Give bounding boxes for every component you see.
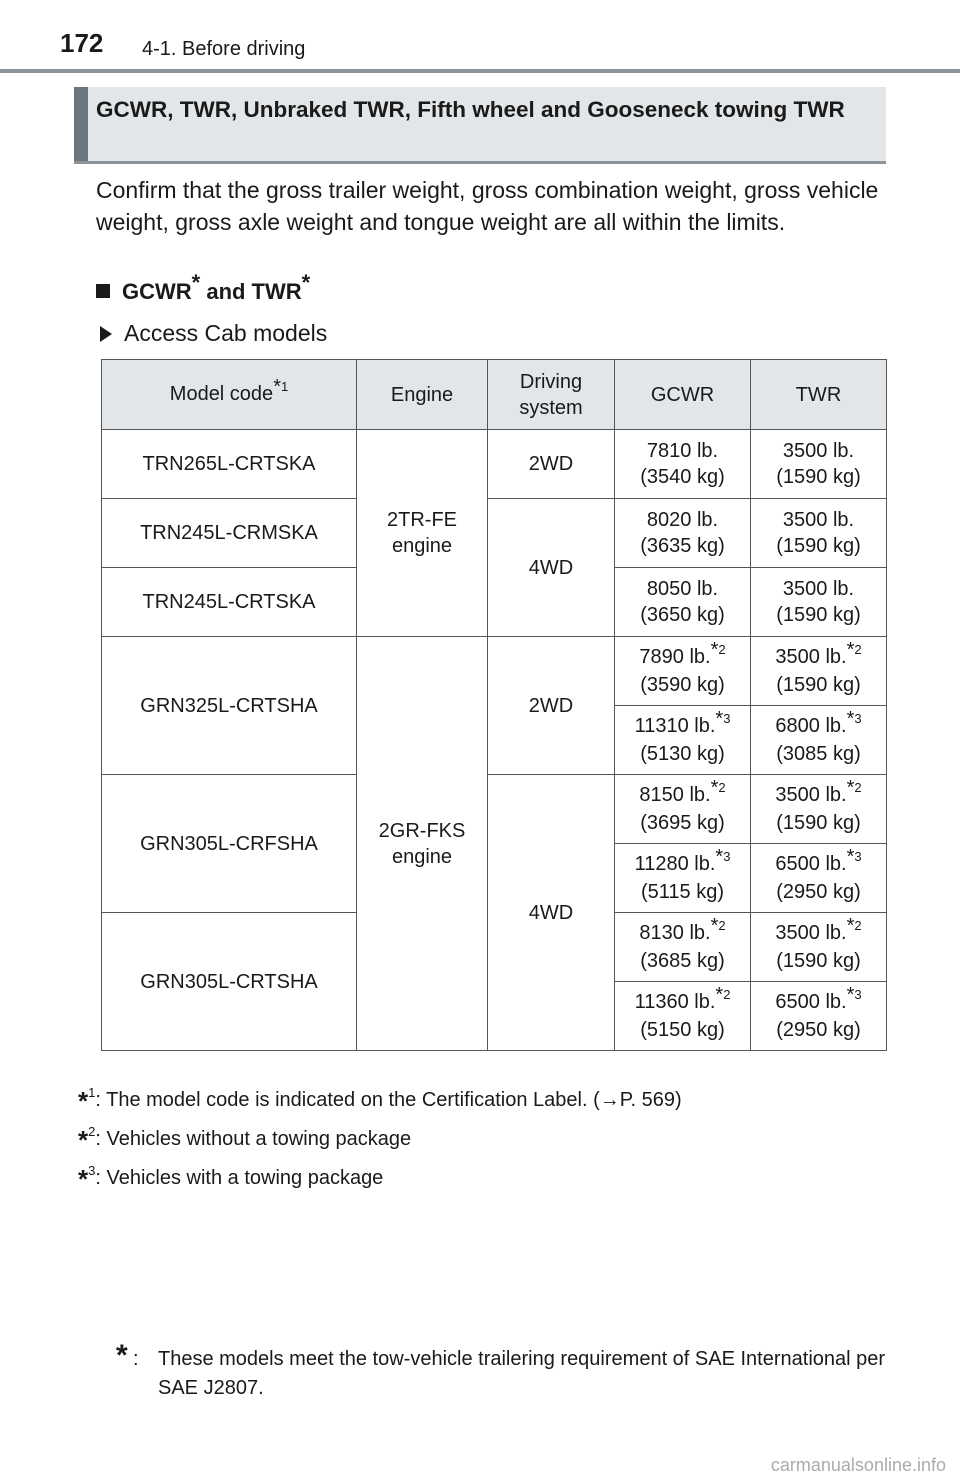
- towing-capacity-table: [101, 359, 887, 1051]
- twr-cell: 3500 lb.*$^2$ (1590 kg): [751, 637, 887, 706]
- note-3: *$^3$: Vehicles with a towing package: [78, 1163, 384, 1194]
- subheading: [96, 270, 311, 305]
- star-mark: *: [191, 270, 201, 295]
- gcwr-cell: 8020 lb. (3635 kg): [615, 499, 751, 568]
- triangle-bullet-icon: [100, 326, 112, 342]
- gcwr-cell: 8150 lb.*$^2$ (3695 kg): [615, 775, 751, 844]
- model-code-cell: GRN305L-CRFSHA: [102, 775, 357, 913]
- footnote-colon: :: [133, 1348, 139, 1370]
- model-code-cell: GRN325L-CRTSHA: [102, 637, 357, 775]
- engine-cell: 2GR-FKS engine: [357, 637, 488, 1051]
- gcwr-cell: 7810 lb. (3540 kg): [615, 430, 751, 499]
- gcwr-cell: 8130 lb.*$^2$ (3685 kg): [615, 913, 751, 982]
- sae-footnote: [116, 1339, 886, 1403]
- table-row: [102, 775, 887, 844]
- note-2: *$^2$: Vehicles without a towing package: [78, 1124, 412, 1155]
- subheading-part2: and TWR: [200, 279, 302, 304]
- header-twr: TWR: [751, 360, 887, 430]
- table-notes: [78, 1080, 682, 1197]
- drive-cell: 4WD: [488, 499, 615, 637]
- table-row: [102, 637, 887, 706]
- table-header-row: [102, 360, 887, 430]
- twr-cell: 6800 lb.*$^3$ (3085 kg): [751, 706, 887, 775]
- model-code-cell: TRN245L-CRMSKA: [102, 499, 357, 568]
- model-code-cell: TRN265L-CRTSKA: [102, 430, 357, 499]
- twr-cell: 3500 lb.*$^2$ (1590 kg): [751, 913, 887, 982]
- section-title: GCWR, TWR, Unbraked TWR, Fifth wheel and Gooseneck towing TWR: [74, 87, 886, 163]
- header-model-code: Model code*$^1$: [102, 360, 357, 430]
- running-head: 4-1. Before driving: [142, 38, 306, 60]
- section-title-rule: [74, 161, 886, 164]
- drive-cell: 2WD: [488, 430, 615, 499]
- twr-cell: 6500 lb.*$^3$ (2950 kg): [751, 844, 887, 913]
- drive-cell: 2WD: [488, 637, 615, 775]
- subheading-part1: GCWR: [122, 279, 192, 304]
- twr-cell: 6500 lb.*$^3$ (2950 kg): [751, 982, 887, 1051]
- footnote-star: *: [116, 1339, 128, 1372]
- twr-cell: 3500 lb.*$^2$ (1590 kg): [751, 775, 887, 844]
- note-1: *$^1$: The model code is indicated on the Certification Label. (→P. 569): [78, 1085, 682, 1116]
- twr-cell: 3500 lb. (1590 kg): [751, 430, 887, 499]
- gcwr-cell: 8050 lb. (3650 kg): [615, 568, 751, 637]
- gcwr-cell: 11280 lb.*$^3$ (5115 kg): [615, 844, 751, 913]
- models-label: [100, 320, 327, 347]
- gcwr-cell: 7890 lb.*$^2$ (3590 kg): [615, 637, 751, 706]
- table-row: [102, 499, 887, 568]
- gcwr-cell: 11310 lb.*$^3$ (5130 kg): [615, 706, 751, 775]
- model-code-cell: GRN305L-CRTSHA: [102, 913, 357, 1051]
- footnote-text: These models meet the tow-vehicle trailering requirement of SAE International per SAE J2807.: [158, 1348, 886, 1399]
- watermark: carmanualsonline.info: [770, 1455, 946, 1475]
- gcwr-cell: 11360 lb.*$^2$ (5150 kg): [615, 982, 751, 1051]
- model-code-cell: TRN245L-CRTSKA: [102, 568, 357, 637]
- models-label-text: Access Cab models: [124, 320, 328, 346]
- header-engine: Engine: [357, 360, 488, 430]
- header-gcwr: GCWR: [615, 360, 751, 430]
- drive-cell: 4WD: [488, 775, 615, 1051]
- square-bullet-icon: [96, 284, 110, 298]
- star-mark: *: [301, 270, 311, 295]
- header-driving-system: Driving system: [488, 360, 615, 430]
- header-rule: [0, 69, 960, 73]
- twr-cell: 3500 lb. (1590 kg): [751, 568, 887, 637]
- engine-cell: 2TR-FE engine: [357, 430, 488, 637]
- intro-paragraph: Confirm that the gross trailer weight, gross combination weight, gross vehicle weight, gross axle weight and tongue weight are all within the limits.: [96, 177, 879, 235]
- page-number: 172: [60, 28, 104, 58]
- twr-cell: 3500 lb. (1590 kg): [751, 499, 887, 568]
- table-row: [102, 430, 887, 499]
